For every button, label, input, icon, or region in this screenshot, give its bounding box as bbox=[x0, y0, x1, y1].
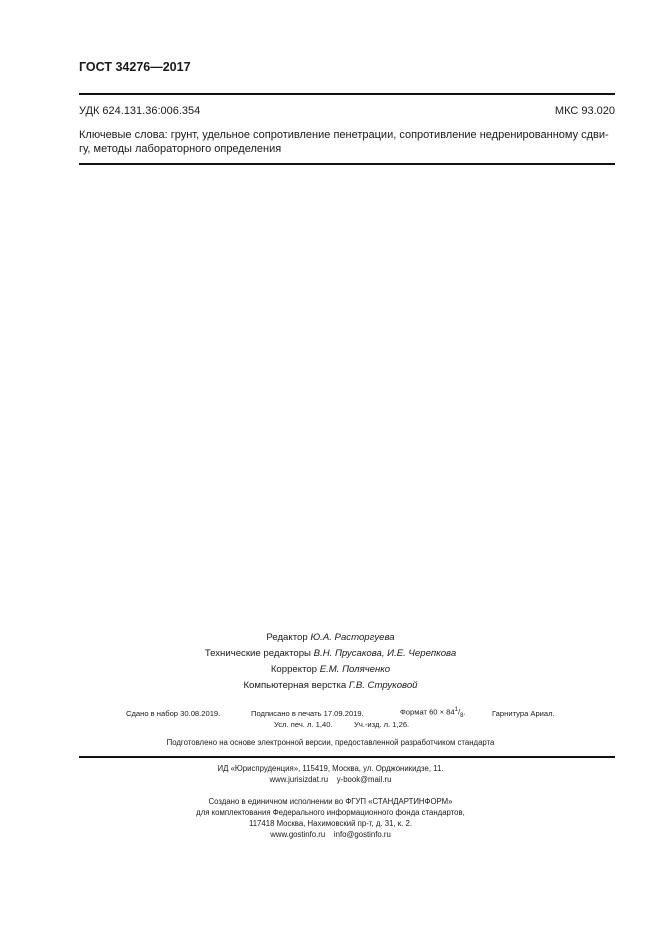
imprint-typeface: Гарнитура Ариал. bbox=[492, 709, 555, 718]
udc-code: УДК 624.131.36:006.354 bbox=[79, 105, 201, 117]
prepared-note: Подготовлено на основе электронной версии, предоставленной разработчиком стандарта bbox=[166, 738, 495, 747]
publisher-email: y-book@mail.ru bbox=[336, 775, 392, 784]
keywords-line: гу, методы лабораторного определения bbox=[79, 143, 282, 155]
keywords-rule bbox=[79, 163, 615, 165]
imprint-signed: Подписано в печать 17.09.2019. bbox=[251, 709, 364, 718]
mks-code: МКС 93.020 bbox=[554, 105, 615, 117]
staff-editor: Редактор Ю.А. Расторгуева bbox=[266, 632, 395, 643]
keywords-line: Ключевые слова: грунт, удельное сопротивление пенетрации, сопротивление недренированному сдви- bbox=[79, 129, 609, 141]
staff-corrector: Корректор Е.М. Поляченко bbox=[270, 664, 391, 675]
keywords bbox=[79, 128, 617, 156]
staff-tech-editors: Технические редакторы В.Н. Прусакова, И.Е. Черепкова bbox=[204, 648, 457, 659]
imprint-print-sheets: Усл. печ. л. 1,40. bbox=[274, 720, 333, 729]
publisher-contacts bbox=[0, 775, 661, 784]
standard-number: ГОСТ 34276—2017 bbox=[79, 60, 191, 74]
imprint-submitted: Сдано в набор 30.08.2019. bbox=[126, 709, 221, 718]
staff-layout: Компьютерная верстка Г.В. Струковой bbox=[243, 680, 418, 691]
imprint-publ-sheets: Уч.-изд. л. 1,26. bbox=[354, 720, 410, 729]
created-line-3: 117418 Москва, Нахимовский пр-т, д. 31, к. 2. bbox=[248, 819, 413, 828]
created-site: www.gostinfo.ru bbox=[270, 830, 326, 839]
imprint-rule bbox=[79, 756, 615, 758]
created-line-2: для комплектования Федерального информационного фонда стандартов, bbox=[196, 808, 465, 817]
created-email: info@gostinfo.ru bbox=[333, 830, 391, 839]
created-line-1: Создано в единичном исполнении во ФГУП «СТАНДАРТИНФОРМ» bbox=[208, 797, 453, 806]
publisher-site: www.jurisizdat.ru bbox=[269, 775, 329, 784]
created-contacts bbox=[0, 830, 661, 839]
publisher-address: ИД «Юриспруденция», 115419, Москва, ул. Орджоникидзе, 11. bbox=[217, 764, 444, 773]
header-rule bbox=[79, 93, 615, 95]
imprint-format: Формат $60 \times 84^1/_8$. bbox=[400, 707, 466, 720]
